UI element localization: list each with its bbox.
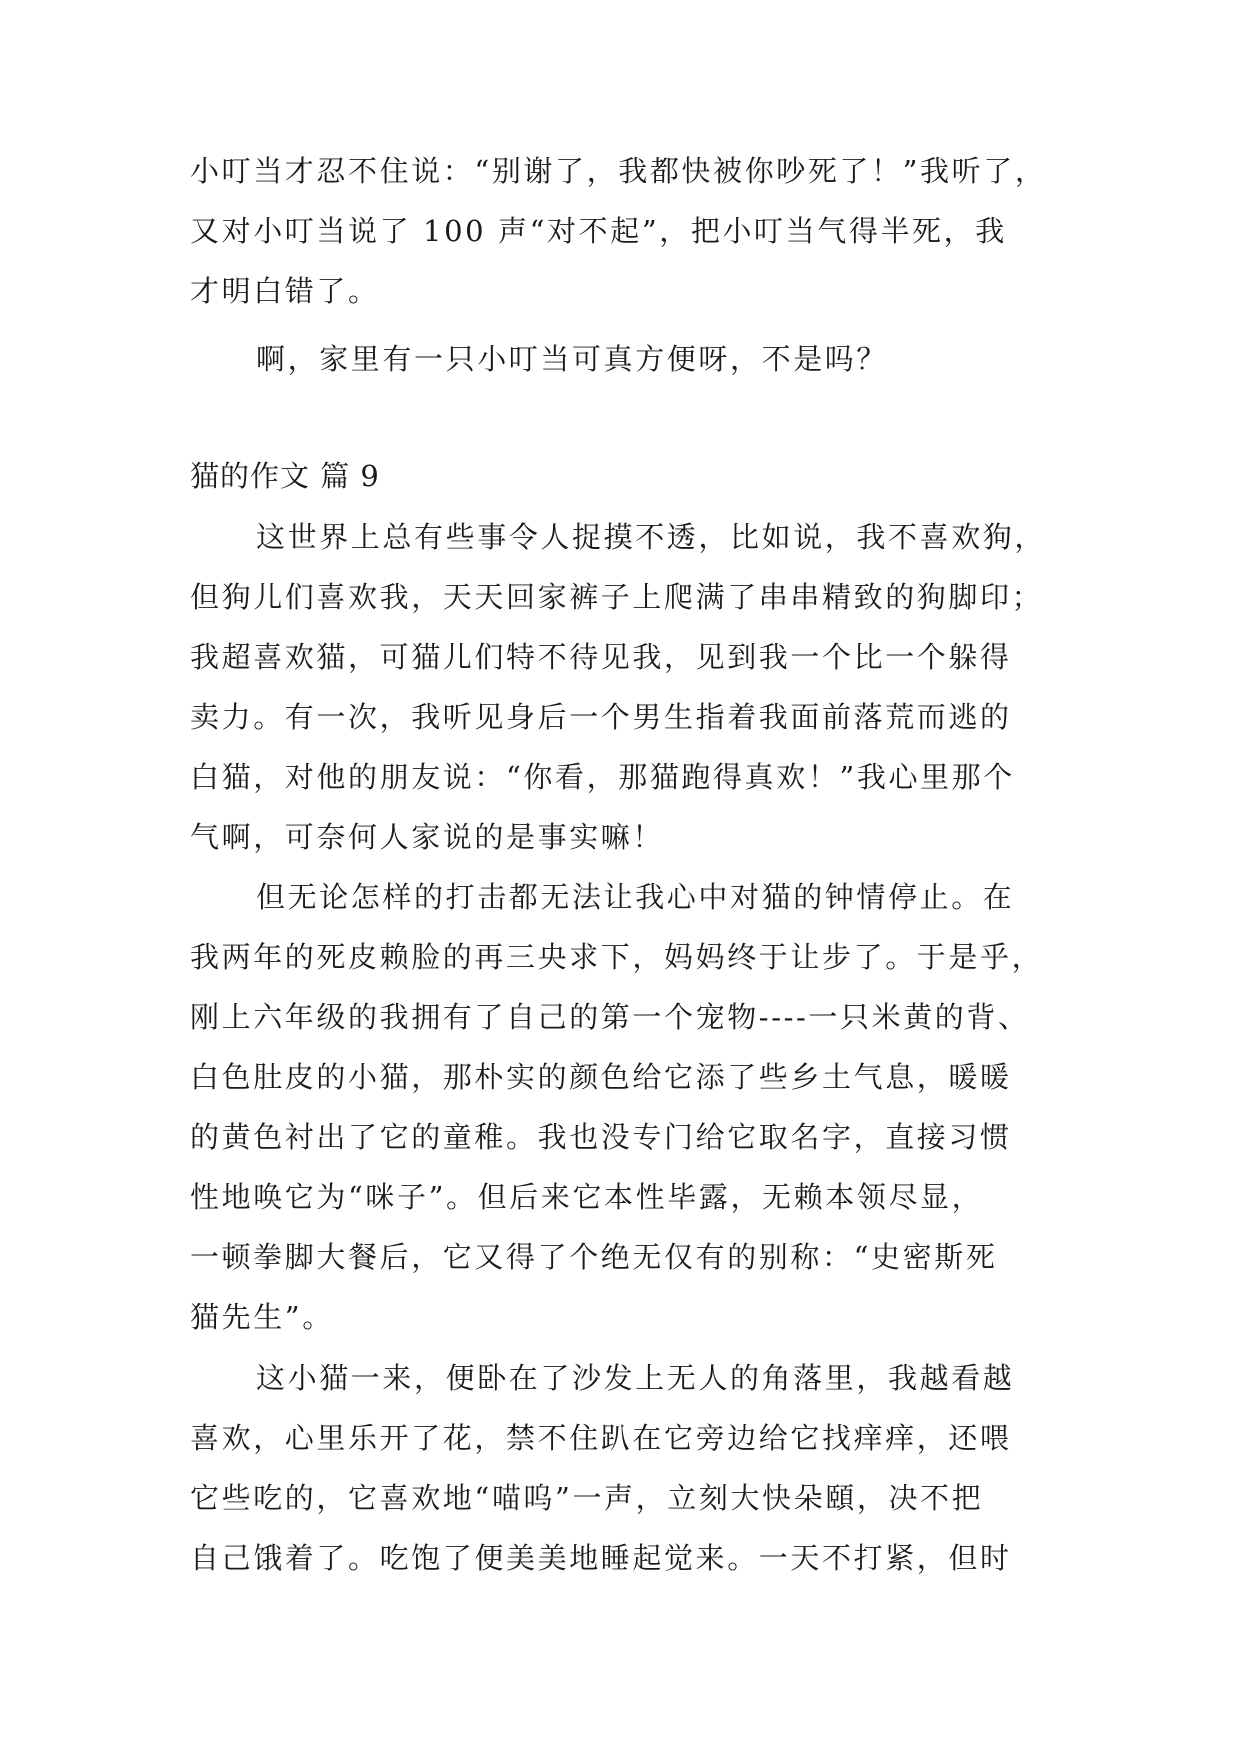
text-line: 它些吃的，它喜欢地“喵呜”一声，立刻大快朵頤，决不把	[190, 1481, 984, 1515]
text-line: 这小猫一来，便卧在了沙发上无人的角落里，我越看越	[256, 1361, 1015, 1395]
text-line: 又对小叮当说了 100 声“对不起”，把小叮当气得半死，我	[190, 214, 1007, 248]
text-line: 刚上六年级的我拥有了自己的第一个宠物----一只米黄的背、	[190, 1000, 1030, 1034]
text-line: 猫先生”。	[190, 1300, 334, 1334]
text-line: 这世界上总有些事令人捉摸不透，比如说，我不喜欢狗，	[256, 520, 1047, 554]
text-line: 才明白错了。	[190, 274, 380, 308]
text-line: 小叮当才忍不住说：“别谢了，我都快被你吵死了！”我听了，	[190, 154, 1047, 188]
text-line: 白色肚皮的小猫，那朴实的颜色给它添了些乡土气息，暖暖	[190, 1060, 1012, 1094]
section-title: 猫的作文 篇 9	[190, 459, 380, 493]
text-line: 我两年的死皮赖脸的再三央求下，妈妈终于让步了。于是乎，	[190, 940, 1044, 974]
text-line: 我超喜欢猫，可猫儿们特不待见我，见到我一个比一个躲得	[190, 640, 1012, 674]
text-line: 但无论怎样的打击都无法让我心中对猫的钟情停止。在	[256, 880, 1015, 914]
text-line: 卖力。有一次，我听见身后一个男生指着我面前落荒而逃的	[190, 700, 1012, 734]
text-line: 的黄色衬出了它的童稚。我也没专门给它取名字，直接习惯	[190, 1120, 1012, 1154]
text-line: 性地唤它为“咪子”。但后来它本性毕露，无赖本领尽显，	[190, 1180, 984, 1214]
text-line: 但狗儿们喜欢我，天天回家裤子上爬满了串串精致的狗脚印；	[190, 580, 1044, 614]
text-line: 自己饿着了。吃饱了便美美地睡起觉来。一天不打紧，但时	[190, 1541, 1012, 1575]
text-line: 啊，家里有一只小叮当可真方便呀，不是吗？	[256, 342, 889, 376]
text-line: 气啊，可奈何人家说的是事实嘛！	[190, 820, 665, 854]
text-line: 一顿拳脚大餐后，它又得了个绝无仅有的别称：“史密斯死	[190, 1240, 998, 1274]
text-line: 喜欢，心里乐开了花，禁不住趴在它旁边给它找痒痒，还喂	[190, 1421, 1012, 1455]
text-line: 白猫，对他的朋友说：“你看，那猫跑得真欢！”我心里那个	[190, 760, 1015, 794]
